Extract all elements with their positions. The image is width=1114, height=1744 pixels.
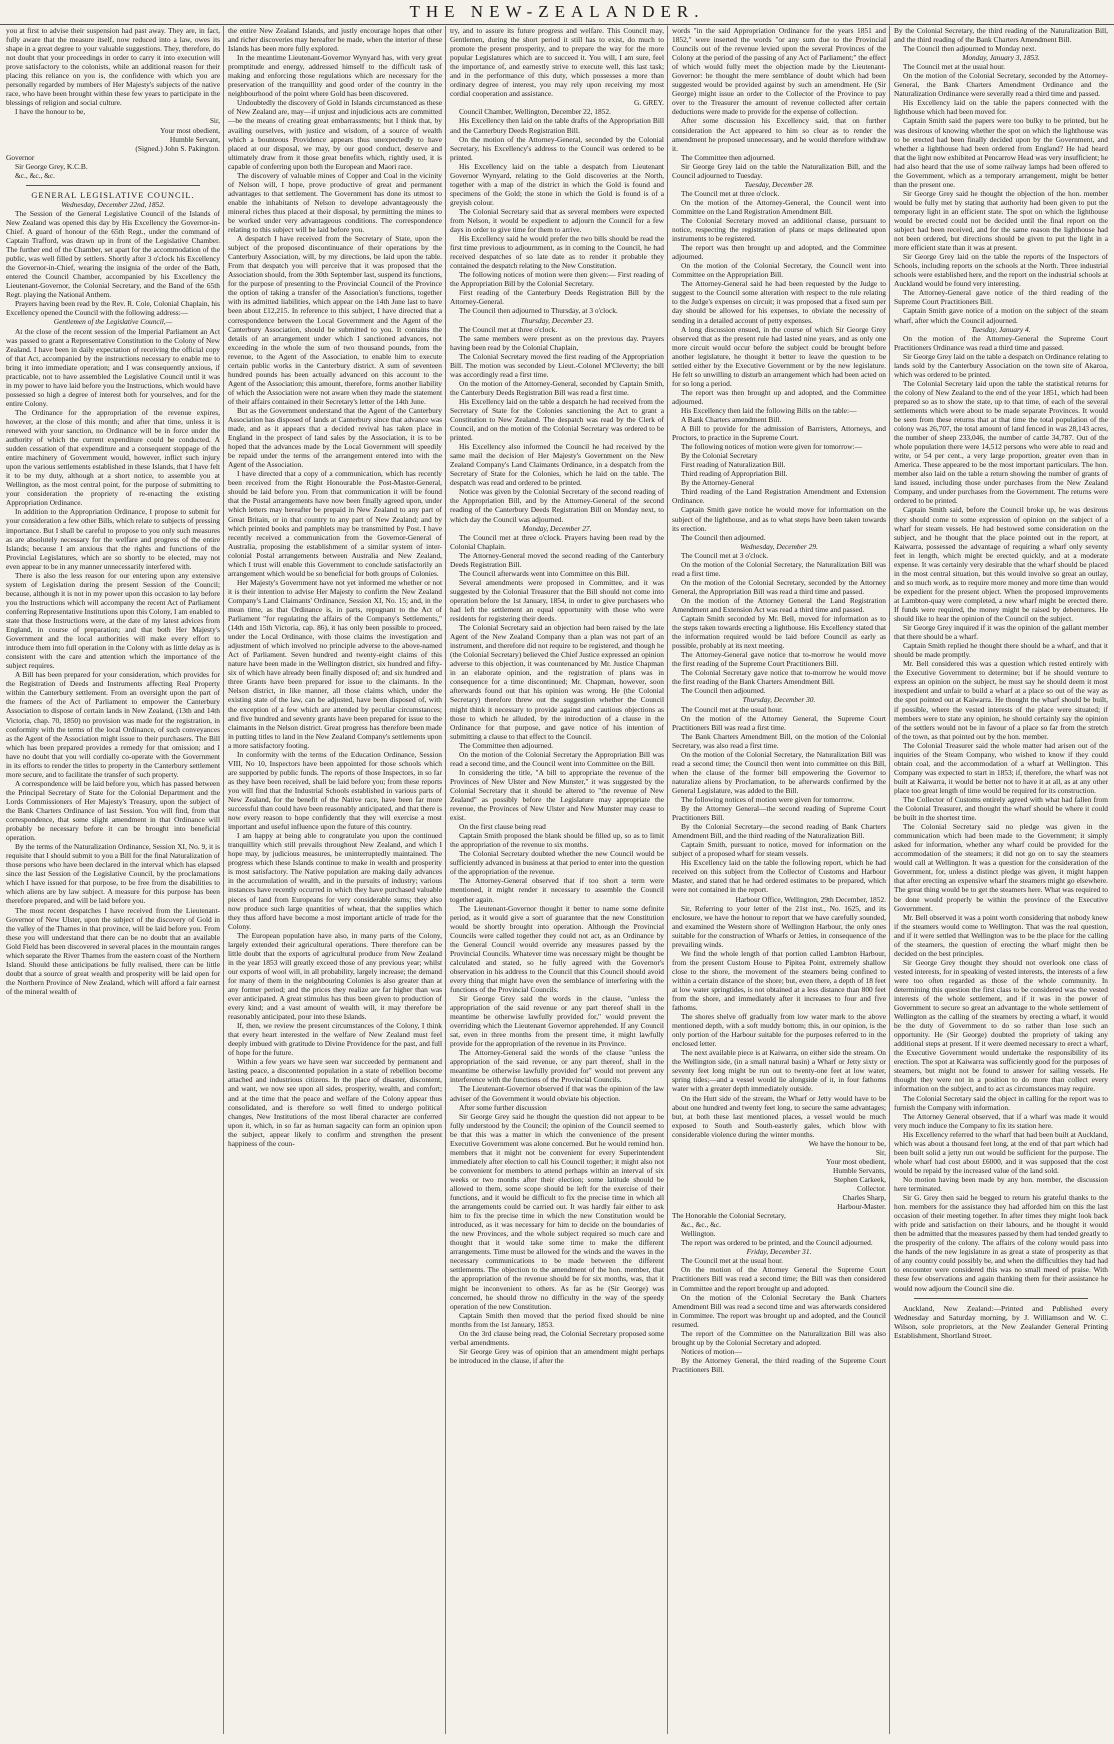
article-paragraph: His Excellency laid on the table a despatch he had received from the Secretary of State for the Colonies sanctioning the Act to grant a Constitution to New Zealand. The despatch was read by the Clerk of Council, and on the motion of the Colonial Secretary was ordered to be printed. (450, 396, 664, 443)
article-paragraph: On the motion of the Colonial Secretary, seconded by the Attorney General, the Appropriation Bill was read a third time and passed. (672, 577, 886, 596)
article-paragraph: On the motion of the Attorney-General, the Council went into Committee on the Land Registration Amendment Bill. (672, 197, 886, 216)
article-paragraph: First reading of Naturalization Bill. (681, 460, 786, 470)
article-paragraph: The next available piece is at Kaiwarra, on either side the stream. On the Wellington side, (in a small natural basin) a Wharf or Jetty sixty or seventy feet long might be run out to twenty-one feet at low water, spring tides;—and a vessel would lie alongside of it, in four fathoms water with a greater depth immediately outside. (672, 1048, 886, 1094)
column-rule (889, 26, 890, 1734)
article-paragraph: The Council met at the usual hour. (681, 704, 784, 714)
letter-address: Governor (6, 152, 35, 162)
article-paragraph: Notice was given by the Colonial Secretary of the second reading of the Appropriation Bill, and by the Attorney-General of the second reading of the Canterbury Deeds Registration Bill on Monday next, to which day the Council was adjourned. (450, 487, 664, 524)
letter-address: Sir George Grey, K.C.B. (15, 161, 88, 171)
column-rule (223, 26, 224, 1734)
article-paragraph: The Session of the General Legislative Council of the Islands of New Zealand was opened this day by His Excellency the Governor-in-Chief. A guard of honour of the 65th Regt., under the command of Captain Trafford, was drawn up in front of the Legislative Chamber. The further end of the Chamber, set apart for the accommodation of the public, was well filled by settlers. Shortly after 3 o'clock his Excellency the Governor-in-Chief, wearing the insignia of the order of the Bath, entered the Council Chamber, accompanied by his Excellency the Lieutenant-Governor, the Colonial Secretary, and the Band of the 65th Regt. playing the National Anthem. (6, 208, 220, 300)
article-paragraph: On the motion of the Colonial Secretary, the Council went into Committee on the Appropriation Bill. (672, 261, 886, 280)
article-paragraph: The Colonial Secretary said the object in calling for the report was to furnish the Company with information. (894, 1093, 1108, 1112)
article-paragraph: The Committee then adjourned. (681, 152, 775, 162)
article-paragraph: By the Colonial Secretary—the second reading of Bank Charters Amendment Bill, and the third reading of the Naturalization Bill. (672, 822, 886, 841)
article-paragraph: The Colonial Treasurer said the whole matter had arisen out of the inquiries of the Steam Company, who wished to know if they could obtain coal, and the accommodation of a wharf at Wellington. This Company was expected to start in 1853; if, therefore, the wharf was not built at Kaiwarra, it would be better not to have it at all, as at any other place too great length of time would be required for its construction. (894, 740, 1108, 795)
article-paragraph: His Excellency said he would prefer the two bills should be read the first time previous to adjournment, as in coming to the Council, he had received despatches of so late date as to render it probable they contained the despatch relating to the New Constitution. (450, 234, 664, 271)
article-paragraph: On the motion of the Colonial Secretary, the Naturalization Bill was read a second time; the Council then went into committee on this Bill, when the clause of the former bill empowering the Governor to naturalize aliens by Proclamation, to be afterwards confirmed by the General Legislature, was added to the Bill. (672, 749, 886, 795)
article-paragraph: The Colonial Secretary said an objection had been raised by the late Agent of the New Zealand Company than a plan was not part of an instrument, and therefore did not require to be registered, and though he (the Colonial Secretary) believed the Chief Justice expressed an opinion adverse to this objection, it was countenanced by Mr. Justice Chapman in an elaborate opinion, and the registration of plans was in consequence for a time discontinued; Mr. Chapman, however, soon afterwards found out that his opinion was wrong. He (the Colonial Secretary) therefore threw out the suggestion whether the Council might think it necessary to provide against and cautious objections as those to which he alluded, by the introduction of a clause in the Ordinance for that purpose, and gave notice of his intention of submitting a clause to that effect to the Council. (450, 623, 664, 741)
article-paragraph: Sir George Grey inquired if it was the opinion of the gallant member that there should be a wharf. (894, 623, 1108, 642)
column-3 (450, 26, 664, 1736)
article-paragraph: On the motion of the Colonial Secretary the Bank Charters Amendment Bill was read a second time and was afterwards considered in Committee. The report was brought up and adopted, and the Council resumed. (672, 1292, 886, 1329)
session-date: Tuesday, January 4. (971, 324, 1031, 334)
article-paragraph: First reading of the Canterbury Deeds Registration Bill by the Attorney-General. (450, 288, 664, 307)
article-paragraph: Undoubtedly the discovery of Gold in Islands circumstanced as these of New Zealand are, may—if unjust and injudicious acts are committed—be the means of creating great embarrassments; but I think that, by availing ourselves, with justice and wisdom, of a source of wealth which a bounteous Providence appears thus unexpectedly to have placed at our disposal, we may, by our good conduct, deserve and ultimately draw from it those great benefits which, rightly used, it is capable of conferring upon both the European and Maori race. (228, 98, 442, 171)
article-paragraph: The Colonial Secretary said no pledge was given in the communication which had been made to the Government; it simply asked for information, whether any wharf could be provided for the accommodation of the steamers; it did not go on to say the steamers would call at Wellington. It was a question for the consideration of the Government, for, unless a distinct pledge was given, it might happen that after erecting an expensive wharf the steamers might go elsewhere. The great thing would be to get the steamers here. What was required to be done would properly be within the province of the Executive Government. (894, 822, 1108, 913)
article-paragraph: Sir George Grey said he thought the question did not appear to be fully understood by the Council; the opinion of the Council seemed to be that this was a matter in which the convenience of the present Executive Government was alone concerned. But he would remind hon. members that it might not be convenient for every Superintendent immediately after election to call his Council together; it might also not be convenient for members to attend perhaps within an interval of six weeks or two months after their election; some latitude should be allowed to them, some scope should be left for the exercise of their functions, and it would be difficult to fix the precise time in which all the arrangements could be carried out. It was hardly fair either to ask him to fix the precise time in which the new Constitution would be introduced, as it was necessary for him to decide on the boundaries of the new Provinces, and the whole subject required so much care and thought that it would take some time to make the different arrangements. Time must be allowed for the winds and the waves in the necessary communications to be made between the different settlements. The objection to the amendment of the hon. member, that the appropriation of the revenue should be for six months, was, that it might be inconvenient to others. As far as he (Sir George) was concerned, he should throw no difficulty in the way of the speedy operation of the new Constitution. (450, 1111, 664, 1311)
article-paragraph: In addition to the Appropriation Ordinance, I propose to submit for your consideration a few other Bills, which relate to subjects of pressing importance. But I shall be careful to propose to you only such measures as are absolutely necessary for the welfare and progress of the entire Islands; because I am anxious that the rights and functions of the Provincial Legislatures, which are so shortly to be elected, may not even appear to be in any manner unnecessarily interfered with. (6, 507, 220, 571)
article-paragraph: On the motion of the Attorney-General the Supreme Court Practitioners Ordinance was read a third time and passed. (894, 333, 1108, 352)
article-paragraph: His Excellency also informed the Council he had received by the same mail the decision of Her Majesty's Government on the New Zealand Company's Land Claimants Ordinance, in a despatch from the Secretary of State for the Colonies, which he laid on the table. The despatch was read and ordered to be printed. (450, 442, 664, 488)
article-paragraph: The Colonial Secretary said that as several members were expected from Nelson, it would be expedient to adjourn the Council for a few days in order to give time for them to arrive. (450, 206, 664, 235)
article-paragraph: The Council then adjourned. (681, 532, 766, 542)
article-paragraph: By the Attorney General, the third reading of the Supreme Court Practitioners Bill. (672, 1355, 886, 1374)
article-paragraph: Sir, Referring to your letter of the 21st inst., No. 1625, and its enclosure, we have the honour to report that we have carefully sounded, and examined the Western shore of Wellington Harbour, the only ones suitable for the construction of Wharfs or Jetties, in consequence of the prevailing winds. (672, 903, 886, 949)
letter-signoff: Sir, (209, 116, 220, 126)
article-paragraph: On the first clause being read (459, 822, 546, 832)
letter-signoff: Your most obedient, (160, 125, 220, 135)
report-dateline: Harbour Office, Wellington, 29th December, 1852. (735, 894, 886, 904)
article-paragraph: His Excellency laid on the table the following report, which he had received on this subject from the Collector of Customs and Harbour Master, and stated that he had ordered estimates to be prepared, which were not contained in the report. (672, 858, 886, 895)
article-paragraph: A correspondence will be laid before you, which has passed between the Principal Secretary of State for the Colonial Department and the Lords Commissioners of Her Majesty's Treasury, upon the subject of the Bank Charters Ordinance of last Session. You will find, from that correspondence, that some slight amendment in that Ordinance will probably be necessary before it can be brought into beneficial operation. (6, 778, 220, 843)
article-paragraph: The following notices of motion were given for tomorrow:— (681, 442, 863, 452)
letter-closing: I have the honour to be, (15, 107, 86, 117)
article-paragraph: Her Majesty's Government have not yet informed me whether or not it is their intention to advise Her Majesty to confirm the New Zealand Company's Land Claimants' Ordinance, Session XI, No. 15; and, in the mean time, as that Ordinance is, in parts, repugnant to the Act of Parliament "for regulating the affairs of the Company's Settlements," (14th and 15th Victoria, cap. 86), it has only been possible to proceed, under the Local Ordinance, with those claims the investigation and adjustment of which involved no principle adverse to the above-named Act of Parliament. Seven hundred and twenty-eight claims of this nature have been made in the Wellington district, six hundred and fifty-six of which have already been finally disposed of; and six hundred and three Grants have been prepared for issue to the claimants. In the Nelson district, in like manner, all those claims which, under the existing state of the law, can be adjusted, have been disposed of, with the exception of a few which are attended by peculiar circumstances; and five hundred and seventy grants have been prepared for issue to the claimants in the Nelson district. Great progress has therefore been made in putting titles to land in the New Zealand Company's settlements upon a more satisfactory footing. (228, 577, 442, 750)
separator (914, 1298, 1088, 1299)
article-paragraph: Captain Smith gave notice of a motion on the subject of the steam wharf, after which the Council adjourned. (894, 306, 1108, 325)
governor-signature: G. GREY. (633, 98, 664, 108)
article-paragraph: On the motion of the Attorney General the Supreme Court Practitioners Bill was read a second time; the Bill was then considered in Committee and the report brought up and adopted. (672, 1265, 886, 1293)
report-address: The Honorable the Colonial Secretary, (672, 1211, 786, 1221)
article-paragraph: On the 3rd clause being read, the Colonial Secretary proposed some verbal amendments. (450, 1328, 664, 1347)
article-paragraph: Captain Smith replied he thought there should be a wharf, and that it should be made promptly. (894, 641, 1108, 660)
article-paragraph: His Excellency laid on the table the papers connected with the lighthouse which had been moved for. (894, 98, 1108, 117)
article-paragraph: Prayers having been read by the Rev. R. Cole, Colonial Chaplain, his Excellency opened the Council with the following address:— (6, 299, 220, 318)
session-date: Wednesday, December 29. (740, 541, 818, 551)
article-paragraph: By the terms of the Naturalization Ordinance, Session XI, No. 9, it is requisite that I should submit to you a Bill for the final Naturalization of those persons who have been declared in the interval which has elapsed since the last Session of the Legislative Council, by the proclamations which I have issued for that purpose, to be free from the disabilities to which aliens are by law subject. A measure for this purpose has been therefore prepared, and will be laid before you. (6, 842, 220, 906)
report-address: &c., &c., &c. (681, 1220, 722, 1230)
article-paragraph: The Council met at three o'clock. Prayers having been read by the Colonial Chaplain. (450, 532, 664, 551)
article-paragraph: The Council met at the usual hour. (681, 1256, 784, 1266)
article-paragraph: A despatch I have received from the Secretary of State, upon the subject of the proposed discontinuance of their operations by the Canterbury Association, will, by my directions, be laid upon the table. From that despatch you will perceive that it was proposed that the Association should, from the 30th September last, suspend its functions, for the purpose of presenting to the Provincial Council of the Province the option of taking a transfer of the Association's functions, together with its admitted liabilities, which appear on the 14th June last to have been about £12,215. In reference to this subject, I have directed that a correspondence between the Local Government and the Agent of the Canterbury Association, should be submitted to you. It contains the details of an arrangement under which I sanctioned advances, not exceeding in the whole the sum of two thousand pounds, from the revenue, to the Agent of the Association, to enable him to execute certain public works in the Canterbury district. A sum of seventeen hundred pounds has been actually advanced on this account to the Agent of the Association; this amount, therefore, forms another liability of which the Association were not aware when they made the statement of their affairs contained in their Secretary's letter of the 14th June. (228, 234, 442, 406)
article-paragraph: Sir George Grey said he thought the objection of the hon. member would be fully met by stating that authority had been given to put the temporary light in an efficient state. The spot on which the lighthouse would be erected could not be decided until the final report on the subject had been received, and for the same reason the lighthouse had not been ordered, but directions should be given to put the light in a more efficient state than it was at present. (894, 188, 1108, 253)
article-paragraph: The Council then adjourned to Thursday, at 3 o'clock. (459, 306, 618, 316)
article-paragraph: Mr. Bell considered this was a question which rested entirely with the Executive Government to determine; but if he should venture to express an opinion on the subject, he must say he should deem it most inexpedient and unfair to build a wharf at a place so out of the way as the spot pointed out at Kaiwarra. He thought the wharf should be built, if possible, where the vested interests of the place were situated; if members were to state any opinion, he should certainly say the opinion of the settlers would not be in favour of a place so far from the stretch of the town, as that pointed out by the hon. member. (894, 659, 1108, 741)
report-signoff: Humble Servants, (833, 1165, 886, 1175)
article-paragraph: Sir George Grey was of opinion that an amendment might perhaps be introduced in the clause, if after the (450, 1346, 664, 1365)
article-paragraph: The European population have also, in many parts of the Colony, largely extended their agricultural operations. There therefore can be little doubt that the exports of agricultural produce from New Zealand in the year 1853 will greatly exceed those of any previous year; whilst our exports of wool will, in all probability, largely increase; the demand for many of them in the neighbouring Colonies is also greater than at any former period; and the prices they realize are far higher than was ever anticipated. A great stimulus has thus been given to production of every kind; and a vast amount of wealth will, it may therefore be reasonably anticipated, pour into these Islands. (228, 930, 442, 1022)
article-paragraph: The same members were present as on the previous day. Prayers having been read by the Colonial Chaplain, (450, 333, 664, 352)
article-paragraph: In considering the title, "A bill to appropriate the revenue of the Provinces of New Ulster and New Munster," it was suggested by the Colonial Secretary that it should be altered to "the revenue of New Zealand" as possibly before the Legislature may appropriate the revenue, the Provinces of New Ulster and New Munster may cease to exist. (450, 767, 664, 823)
article-paragraph: Captain Smith proposed the blank should be filled up, so as to limit the appropriation of the revenue to six months. (450, 831, 664, 850)
article-paragraph: On the motion of the Colonial Secretary the Appropriation Bill was read a second time, and the Council went into Committee on the Bill. (450, 749, 664, 768)
article-paragraph: We find the whole length of that portion called Lambton Harbour, from the present Custom House to Pipitea Point, extremely shallow close to the shore, the movement of the steamers being confined to within a certain distance of the shore; but, even there, a depth of 18 feet at low water springtides, is not obtained at a less distance than 800 feet from the shore, and immediately after it increases to four and five fathoms. (672, 948, 886, 1013)
session-date: Friday, December 31. (746, 1247, 812, 1257)
report-signature-title: Harbour-Master. (837, 1202, 886, 1212)
article-paragraph: The Attorney-General observed that if too short a term were mentioned, it might render it necessary to assemble the Council together again. (450, 876, 664, 904)
article-paragraph: Captain Smith seconded by Mr. Bell, moved for information as to the steps taken towards erecting a lighthouse. His Excellency stated that the information required would be laid before Council as early as possible, probably at its next meeting. (672, 614, 886, 651)
article-paragraph: The Bank Charters Amendment Bill, on the motion of the Colonial Secretary, was also read a first time. (672, 731, 886, 750)
article-paragraph: The Attorney-General said he had been requested by the Judge to suggest to the Council some alteration with respect to the rule relating to the Judge's expenses on circuit; it was proposed that a fixed sum per day should be allowed for his expenses, to obviate the necessity of sending in a detailed account of petty expenses. (672, 279, 886, 325)
article-paragraph: Mr. Bell observed it was a point worth considering that nobody knew if the steamers would come to Wellington. That was the real question, and if it were settled that Wellington was to be the place for the calling of the steamers, the question of erecting the wharf might then be decided on the best principles. (894, 912, 1108, 958)
article-paragraph: The following notices of motion were given for tomorrow. (681, 794, 854, 804)
article-paragraph: The Lieutenant-Governor thought it better to name some definite period, as it would give a sort of guarantee that the new Constitution would be shortly brought into operation. Although the Provincial Councils were called together they could not act, as an Ordinance by the General Council would override any measures passed by the Provincial Councils. Whatever time was necessary might be thought be calculated and stated, so he fully agreed with the Governor's observation in his address to the Council that this Council should avoid every thing that might have even the semblance of interfering with the functions of the Provincial Councils. (450, 903, 664, 994)
article-paragraph: On the Hutt side of the stream, the Wharf or Jetty would have to be about one hundred and twenty feet long, to secure the same advantages; but, at both these last mentioned places, a vessel would be much exposed to South and South-easterly gales, which blow with considerable violence during the winter months. (672, 1093, 886, 1139)
column-2 (228, 26, 442, 1736)
article-paragraph: On the motion of the Attorney-General, seconded by Captain Smith, the Canterbury Deeds Registration Bill was read a first time. (450, 378, 664, 397)
article-paragraph: By the Colonial Secretary (681, 451, 758, 461)
letter-address: &c., &c., &c. (15, 170, 56, 180)
article-paragraph: The report was then brought up and adopted, and the Committee adjourned. (672, 243, 886, 262)
article-paragraph: The most recent despatches I have received from the Lieutenant-Governor of New Ulster, upon the subject of the discovery of Gold in the valley of the Thames in that province, will be laid before you. From these you will understand that there can be no doubt that an available Gold Field has been discovered in several places in the mountain ranges which separate the River Thames from the eastern coast of the Northern Island. Should these anticipations be fully realised, there can be little doubt that a source of great wealth and prosperity will be laid open for the Northern Province of New Zealand, which will afford a fair earnest of the mineral wealth of (6, 905, 220, 996)
separator (26, 185, 200, 186)
signature-location: Council Chamber, Wellington, December 22, 1852. (459, 107, 611, 117)
section-heading: GENERAL LEGISLATIVE COUNCIL. (31, 190, 195, 200)
article-paragraph: A Bank Charters amendment Bill. (681, 415, 782, 425)
article-paragraph: The Lieutenant-Governor observed if that was the opinion of the law adviser of the Government it would obviate his objection. (450, 1084, 664, 1103)
article-paragraph: A Bill has been prepared for your consideration, which provides for the Registration of Deeds and Instruments affecting Real Property within the Canterbury settlement. From an oversight upon the part of the framers of the Act of Parliament to empower the Canterbury Association to dispose of certain lands in New Zealand, (13th and 14th Victoria, chap. 70, 1850) no provision was made for the registration, in conformity with the terms of the local Ordinance, of such conveyances as the Agent of the Association might issue to their purchasers. The Bill which has been prepared provides a remedy for that omission; and I have no doubt that you will cordially co-operate with the Government in its efforts to render the titles to property in the Canterbury settlement more secure, and to facilitate the transfer of such property. (6, 670, 220, 779)
article-paragraph: If, then, we review the present circumstances of the Colony, I think that every heart interested in the welfare of New Zealand must feel deeply imbued with gratitude to Divine Providence for the past, and full of hope for the future. (228, 1021, 442, 1058)
session-date: Thursday, December 23. (520, 315, 594, 325)
report-signature-title: Collector. (857, 1184, 886, 1193)
article-paragraph: The Colonial Secretary gave notice that to-morrow he would move the first reading of the Bank Charters Amendment Bill. (672, 668, 886, 687)
article-paragraph: The Colonial Secretary doubted whether the new Council would be sufficiently advanced in business at that period to enter into the question of the appropriation of the revenue. (450, 849, 664, 877)
session-date: Tuesday, December 28. (744, 179, 814, 189)
article-paragraph: The report was then brought up and adopted, and the Committee adjourned. (672, 387, 886, 406)
article-paragraph: In the meantime Lieutenant-Governor Wynyard has, with very great promptitude and energy, addressed himself to the difficult task of making and enforcing those regulations which are necessary for the preservation of the tranquillity and good order of the country in the neighbourhood of the point where Gold has been discovered. (228, 53, 442, 99)
article-paragraph: By the Attorney-General (681, 478, 755, 488)
article-paragraph: The Attorney-General said the words of the clause "unless the appropriation of the said revenue, or any part thereof, shall in the meantime be otherwise lawfully provided for" would not prevent any interference with the functions of the Provincial Councils. (450, 1048, 664, 1085)
article-paragraph: By the Colonial Secretary, the third reading of the Naturalization Bill, and the third reading of the Bank Charters Amendment Bill. (894, 26, 1108, 45)
article-paragraph: The Council met at three o'clock. (459, 324, 558, 334)
column-1 (6, 26, 220, 1736)
session-date: Monday, December 27. (522, 523, 592, 533)
article-paragraph: The Committee then adjourned. (459, 740, 553, 750)
article-paragraph: On the motion of the Attorney General the Land Registration Amendment and Extension Act was read a third time and passed. (672, 595, 886, 614)
article-paragraph: The Attorney-General gave notice that to-morrow he would move the first reading of the Supreme Court Practitioners Bill. (672, 650, 886, 669)
article-paragraph: There is also the less reason for our entering upon any extensive system of Legislation during the present Session of the Council; because, although it is not in my power upon this occasion to lay before you the Instructions which will accompany the recent Act of Parliament conferring Representative Institutions upon this Colony, I am enabled to state that those Instructions were, at the date of my latest advices from England, in course of preparation; and that both Her Majesty's Government and the local authorities will make every effort to introduce them into full operation in the Colony with as little delay as is consistent with the care and attention which the importance of the subject requires. (6, 570, 220, 671)
article-paragraph: His Excellency then laid on the table drafts of the Appropriation Bill and the Canterbury Deeds Registration Bill. (450, 116, 664, 135)
article-paragraph: the entire New Zealand Islands, and justly encourage hopes that other and richer discoveries may hereafter be made, when the interior of these Islands has been more fully explored. (228, 26, 442, 54)
article-paragraph: The Attorney-General gave notice of the third reading of the Supreme Court Practitioners Bill. (894, 288, 1108, 307)
article-paragraph: Captain Smith gave notice he would move for information on the subject of the lighthouse, and as to what steps have been taken towards its erection. (672, 505, 886, 533)
article-paragraph: Captain Smith, pursuant to notice, moved for information on the subject of a proposed wharf for steam vessels. (672, 840, 886, 859)
column-rule (445, 26, 446, 1734)
article-paragraph: In conformity with the terms of the Education Ordinance, Session VIII, No 10, Inspectors have been appointed for those schools which are supported by public funds. The reports of those Inspectors, in so far as they have been received, shall be laid before you; from these reports you will find that the Industrial Schools established in various parts of New Zealand, for the benefit of the Native race, have been far more successful than could have been reasonably anticipated, and that there is now every reason to hope confidently that they will exercise a most important and useful influence upon the future of this country. (228, 749, 442, 832)
article-paragraph: After some discussion his Excellency said, that on further consideration the Act appeared to him so clear as to render the amendment he proposed unnecessary, and he would therefore withdraw it. (672, 116, 886, 153)
address-salutation: Gentlemen of the Legislative Council,— (53, 317, 173, 327)
column-4 (672, 26, 886, 1736)
article-paragraph: The report was ordered to be printed, and the Council adjourned. (681, 1238, 873, 1248)
article-paragraph: On the motion of the Colonial Secretary, seconded by the Attorney-General, the Bank Charters Amendment Ordinance and the Naturalization Ordinance were severally read a third time and passed. (894, 71, 1108, 99)
session-date: Monday, January 3, 1853. (962, 53, 1040, 63)
article-paragraph: The Colonial Secretary moved the first reading of the Appropriation Bill. The motion was seconded by Lieut.-Colonel M'Cleverty; the bill was accordingly read a first time. (450, 351, 664, 379)
article-paragraph: A Bill to provide for the admission of Barristers, Attorneys, and Proctors, to practice in the Supreme Court. (672, 424, 886, 443)
article-paragraph: The Ordinance for the appropriation of the revenue expires, however, at the close of this month; and after that time, unless it is renewed with your sanction, no Ordinance will be in force under the authority of which the current expenditure could be conducted. A sudden cessation of that expenditure and a consequent stoppage of the entire machinery of Government would, however, inflict such injury upon the various settlements established in these Islands, that I have felt it to be my duty, although at a short notice, to assemble you at Wellington, as the most central point, for the purpose of submitting to your consideration the propriety of re-enacting the existing Appropriation Ordinance. (6, 407, 220, 508)
article-paragraph: Within a few years we have seen war succeeded by permanent and lasting peace, a discontented population in a state of rebellion become attached and industrious citizens. In the place of disaster, discontent, and want, we now see upon all sides, prosperity, wealth, and comfort; and at the time that the peace and welfare of the Colony appear thus consolidated, and is therefore so well fitted to undergo political changes, New Institutions of the most liberal character are conferred upon it, which, in so far as human sagacity can form an opinion upon the subject, appear likely to confirm and strengthen the present happiness of the coun- (228, 1057, 442, 1148)
letter-signoff: Humble Servant, (169, 134, 220, 144)
article-paragraph: On the motion of the Attorney General, the Supreme Court Practitioners Bill was read a first time. (672, 713, 886, 732)
article-paragraph: Captain Smith said the papers were too bulky to be printed, but he was desirous of knowing whether the spot on which the lighthouse was to be erected had been finally decided upon by the Government, and whether a lighthouse had been ordered from England? He had heard that the light now exhibited at Pencarrow Head was very insufficient; he had also heard that the use of some railway lamps had been offered to the Government, which as a temporary arrangement, might be better than the present one. (894, 116, 1108, 189)
article-paragraph: His Excellency laid on the table a despatch from Lieutenant Governor Wynyard, relating to the Gold discoveries at the North, together with a map of the district in which the Gold is found and specimens of the Gold; the stone in which the Gold is found is of a greyish colour. (450, 161, 664, 207)
article-paragraph: Sir George Grey laid on the table a despatch on Ordinance relating to lands sold by the Canterbury Association on the town site of Akaroa, which was ordered to be printed. (894, 351, 1108, 379)
article-paragraph: The following notices of motion were then given:— First reading of the Appropriation Bill by the Colonial Secretary. (450, 270, 664, 289)
article-paragraph: The Council met at the usual hour. (903, 62, 1006, 72)
article-paragraph: I am happy at being able to congratulate you upon the continued tranquillity which still prevails throughout New Zealand, and which I hope may, by judicious measures, be uninterruptedly maintained. The progress which these Islands continue to make in wealth and prosperity is most satisfactory. The Native population are making daily advances in the accumulation of wealth, and in the pursuits of industry; various instances have recently occurred in which they have purchased valuable pieces of land from Europeans for very considerable sums; they also now produce such large quantities of wheat, that the supplies which they thus afford have become a most important article of trade for the Colony. (228, 831, 442, 931)
report-signoff: Your most obedient, (826, 1156, 886, 1166)
imprint: Auckland, New Zealand:—Printed and Published every Wednesday and Saturday morning, by J. Williamson and W. C. Wilson, sole proprietors, at the New Zealander General Printing Establishment, Shortland Street. (894, 1303, 1108, 1340)
article-paragraph: Sir George Grey laid on the table the reports of the Inspectors of Schools, including reports on the schools at the North. Three industrial schools were established here, and the report on the industrial schools at Auckland would be found very interesting. (894, 252, 1108, 289)
article-paragraph: The Colonial Secretary moved an additional clause, pursuant to notice, respecting the registration of plans or maps delineated upon instruments to be registered. (672, 215, 886, 244)
article-paragraph: I have directed that a copy of a communication, which has recently been received from the Right Honourable the Post-Master-General, should be laid before you. From that communication it will be found that the Postal arrangements have now been finally agreed upon, under which letters may hereafter be prepaid in New Zealand to any part of Great Britain, or in that country to any part of New Zealand; and by which printed books and pamphlets may be transmitted by Post. I have recently received a communication from the Governor-General of Australia, proposing the establishment of a similar system of inter-colonial Postal arrangements between Australia and New Zealand, which I trust will enable this Government to conclude satisfactorily an arrangement which would be so beneficial for both groups of Colonies. (228, 469, 442, 578)
article-paragraph: On the motion of the Colonial Secretary, the Naturalization Bill was read a first time. (672, 559, 886, 578)
article-paragraph: The Colonial Secretary laid upon the table the statistical returns for the colony of New Zealand to the end of the year 1851, which had been prepared so as to show the state, up to that time, of each of the several settlements which were about to be made separate Provinces. It would be seen from these returns that at that time the total population of the colony was 26,707, the total amount of land fenced in was 28,143 acres, the number of sheep 233,046, the number of cattle 34,787. Out of the whole population there were 14,512 persons who were able to read and write, or 54 per cent., a very large proportion, greater even than in America. These appeared to be the most important particulars. The hon. member also laid on the table a return showing the number of grants of land issued, including those under purchases from the New Zealand Company, and under purchases from the Government. The returns were ordered to be printed. (894, 378, 1108, 506)
article-paragraph: words "in the said Appropriation Ordinance for the years 1851 and 1852," were inserted the words "or any sum due to the Provincial Councils out of the revenue levied upon the several Provinces of the Colony at the period of the passing of any Act of Parliament;" the effect of which would fully meet the objection made by the Lieutenant-Governor: he thought the mere semblance of doubt which had been suggested would be provided against by such an amendment. He (Sir George) might issue an order to the Collector of the Province to pay over to the Treasurer the amount of revenue collected after certain deductions were made to provide for the expense of collection. (672, 26, 886, 117)
session-date: Wednesday, December 22nd, 1852. (61, 199, 165, 209)
article-paragraph: By the Attorney General—the second reading of Supreme Court Practitioners Bill. (672, 804, 886, 823)
column-rule (667, 26, 668, 1734)
article-paragraph: Several amendments were proposed in Committee, and it was suggested by the Colonial Treasurer that the Bill should not come into operation before the 1st January, 1854, in order to give purchasers who had left the settlement an equal opportunity with those who were residents for registering their deeds. (450, 577, 664, 624)
article-paragraph: After some further discussion (459, 1102, 547, 1112)
article-paragraph: The shores shelve off gradually from low water mark to the above mentioned depth, with a soft muddy bottom; this, in our opinion, is the only portion of the Harbour suitable for the purposes referred to in the enclosed letter. (672, 1012, 886, 1049)
article-paragraph: Captain Smith then moved that the period fixed should be nine months from the 1st January, 1853. (450, 1310, 664, 1329)
report-signoff: Sir, (875, 1147, 886, 1157)
article-paragraph: His Excellency then laid the following Bills on the table:— (681, 405, 857, 415)
article-paragraph: The report of the Committee on the Naturalization Bill was also brought up by the Colonial Secretary and adopted. (672, 1328, 886, 1347)
article-paragraph: Third reading of Appropriation Bill. (681, 469, 788, 479)
article-paragraph: The Council then adjourned. (681, 686, 766, 696)
article-paragraph: Third reading of the Land Registration Amendment and Extension Ordinance. (672, 487, 886, 506)
session-date: Thursday, December 30. (742, 695, 816, 705)
article-paragraph: try, and to assure its future progress and welfare. This Council may, Gentlemen, during the short period it still has to exist, do much to promote the present prosperity, and to prepare the way for the more popular Legislatures which are to succeed it. You will, I am sure, feel the importance of, and earnestly strive to execute well, this last task; and in the performance of this duty, which possesses a more than ordinary degree of interest, you may rely upon receiving my most cordial cooperation and assistance. (450, 26, 664, 99)
article-paragraph: A long discussion ensued, in the course of which Sir George Grey observed that as the present rule had lasted nine years, and as only one more circuit would occur before the subject could be brought before another legislature, he thought it better to leave the question to be settled either by the Executive Government or by the new legislature. He felt so unwilling to disturb an arrangement which had been acted on for so long a period. (672, 324, 886, 388)
article-paragraph: His Excellency referred to the wharf that had been built at Auckland, which was about a thousand feet long, at the end of that part which had been built solid a jetty run out would be sufficient for the purpose. The whole wharf had cost about £6000, and it was supposed that the cost would be repaid by the increased value of the land sold. (894, 1129, 1108, 1175)
article-paragraph: At the close of the recent session of the Imperial Parliament an Act was passed to grant a Representative Constitution to the Colony of New Zealand. I have been in daily expectation of receiving the official copy of that Act, accompanied by the instructions necessary to enable me to bring it into immediate operation; and I was consequently anxious, if practicable, not to have assembled the Legislative Council until it was in my power to have laid before you the Instructions, which would have possessed so high a degree of interest both for yourselves, and for the entire Colony. (6, 326, 220, 408)
article-paragraph: The Council met at three o'clock. (681, 188, 780, 198)
article-paragraph: Sir G. Grey then said he begged to return his grateful thanks to the hon. members for the assistance they had afforded him on this the last occasion of their meeting together. In after times they might look back with pride and satisfaction on their labours, and he thought it would then be admitted that the measures passed by them had tended greatly to the prosperity of the colony. The affairs of the colony would pass into the hands of the new legislature in as great a state of prosperity as that of any country could possibly be, and when the difficulties they had had to encounter were considered this was no small meed of praise. With these few observations and again thanking them for their assistance he would now adjourn the Council sine die. (894, 1193, 1108, 1293)
report-signature: Charles Sharp, (842, 1193, 886, 1203)
article-paragraph: The Council met at 3 o'clock. (681, 550, 769, 560)
article-paragraph: The Attorney-General moved the second reading of the Canterbury Deeds Registration Bill. (450, 550, 664, 569)
column-5 (894, 26, 1108, 1736)
article-paragraph: The Collector of Customs entirely agreed with what had fallen from the Colonial Treasurer, and thought the wharf should be where it could be built in the shortest time. (894, 794, 1108, 823)
article-paragraph: Captain Smith said, before the Council broke up, he was desirous they should come to some expression of opinion on the subject of a wharf for steam vessels. He had bestowed some consideration on the subject, and he thought that the place pointed out in the report, at Kaiwarra, possessed the advantage of requiring a wharf only seventy feet in length, which might be erected quickly, and at a moderate expense. It was certainly very desirable that the wharf should be placed in the most central situation, but this would involve so great an outlay, and so much work, as to require more money and more time than would be expedient for the present object. When the proposed improvements at Lambton-quay were completed, a new wharf might be erected there. If funds were required, the money might be raised by debentures. He should like to hear the opinion of the Council on the subject. (894, 505, 1108, 624)
article-paragraph: Notices of motion— (681, 1346, 742, 1356)
article-paragraph: The Council then adjourned to Monday next. (903, 44, 1037, 54)
masthead: THE NEW-ZEALANDER. (0, 0, 1114, 25)
letter-signature: (Signed.) John S. Pakington. (135, 143, 220, 153)
article-paragraph: Sir George Grey laid on the table the Naturalization Bill, and the Council adjourned to Tuesday. (672, 161, 886, 180)
report-signoff: We have the honour to be, (808, 1138, 886, 1148)
article-paragraph: No motion having been made by any hon. member, the discussion here terminated. (894, 1174, 1108, 1193)
article-paragraph: On the motion of the Attorney-General, seconded by the Colonial Secretary, his Excellency's address to the Council was ordered to be printed. (450, 134, 664, 162)
article-paragraph: you at first to advise their suspension had past away. They are, in fact, fully aware that the measure itself, now reduced into a law, owes its shape in a great degree to your valuable suggestions. They, therefore, do not doubt that your proceedings in order to carry it into execution will prove satisfactory to the colonists, while an additional reason for their placing this reliance on you is, the confidence with which you are personally regarded by numbers of Her Majesty's subjects of the native race, who have been brought within these few years to participate in the blessings of religion and social culture. (6, 26, 220, 108)
article-paragraph: Sir George Grey said the words in the clause, "unless the appropriation of the said revenue or any part thereof shall in the meantime be otherwise lawfully provided for," would prevent the overriding which the Lieutenant Governor apprehended. If any Council sat, even in three months from the present time, it might lawfully provide for the appropriation of the revenue in its Province. (450, 994, 664, 1049)
article-paragraph: Sir George Grey thought they should not overlook one class of vested interests, for in speaking of vested interests, the interests of a few were too often regarded as those of the whole community. In determining this question the first class to be considered was the vested interests of the whole settlement, and if it was in the power of Government to secure so great an advantage to the whole settlement of Wellington as the calling of the steamers by erecting a wharf, it would be the duty of Government to do so rather than lose such an opportunity. He (Sir George) doubted the propriety of taking any additional steps at present. If it were deemed necessary to erect a wharf, the Executive Government would undertake the responsibility of its erection. The spot at Kaiwarra was sufficiently good for the purposes of steamers, but might not be found to answer for sailing vessels. He thought they were not in a position to do more than collect every information on the subject, and to act as circumstances may require. (894, 957, 1108, 1094)
article-paragraph: The Attorney General observed, that if a wharf was made it would very much induce the Company to fix its station here. (894, 1111, 1108, 1130)
report-address: Wellington. (681, 1229, 716, 1239)
article-paragraph: But as the Government understand that the Agent of the Canterbury Association has disposed of lands at Canterbury since that advance was made, and as it appears that a decided revival has taken place in England in the prospect of land sales by the Association, it is to be hoped that the advances made by the Local Government will speedily be repaid under the terms of the arrangement entered into with the Agent of the Association. (228, 405, 442, 470)
report-signature: Stephen Carkeek, (833, 1174, 886, 1184)
article-paragraph: The Council afterwards went into Committee on this Bill. (459, 568, 630, 578)
article-paragraph: The discovery of valuable mines of Copper and Coal in the vicinity of Nelson will, I hope, prove productive of great and permanent advantages to that settlement. The Government has done its utmost to enable the inhabitants of Nelson to develope advantageously the mineral riches thus placed at their disposal, by permitting the mines to be worked under very advantageous conditions. The correspondence relating to this subject will be laid before you. (228, 170, 442, 235)
